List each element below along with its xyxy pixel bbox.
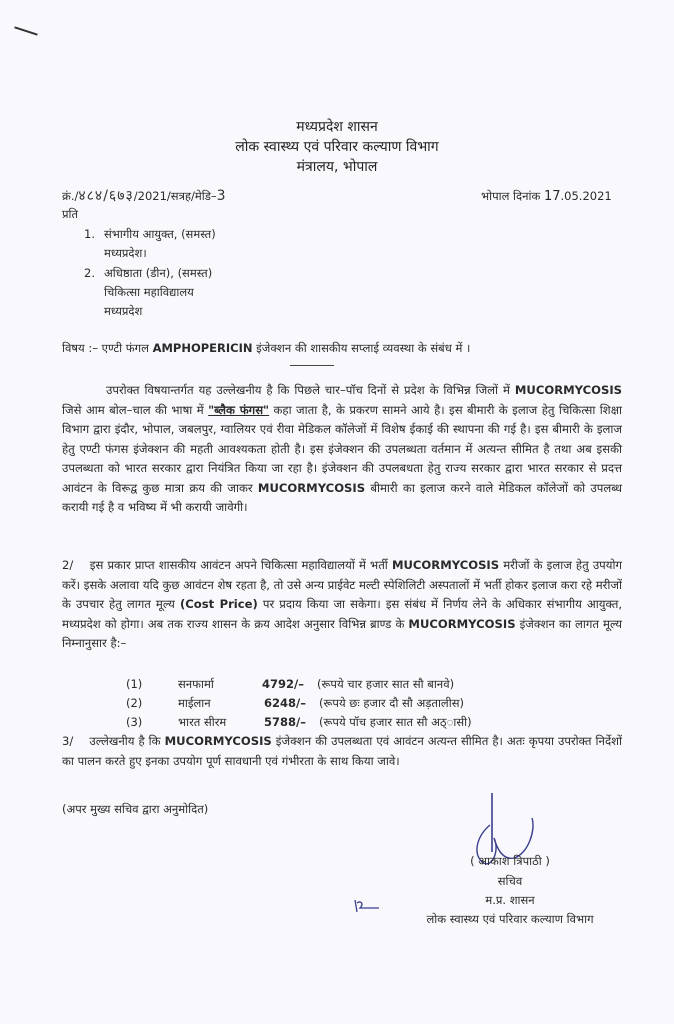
header-government: मध्यप्रदेश शासन xyxy=(296,119,378,135)
recipient-2-line2: चिकित्सा महाविद्यालय xyxy=(104,285,194,299)
subject-line xyxy=(62,341,470,356)
price-index: (2) xyxy=(126,696,143,710)
para2-text-a: इस प्रकार प्राप्त शासकीय आवंटन अपने चिकित्सा महाविद्यालयों में भर्ती xyxy=(89,558,388,572)
subject-part1: एण्टी फंगल xyxy=(101,341,149,355)
para1-black-fungus: "ब्लैक फंगस" xyxy=(208,402,270,417)
para2-cost-price: (Cost Price) xyxy=(179,597,258,611)
header-department: लोक स्वास्थ्य एवं परिवार कल्याण विभाग xyxy=(235,139,439,155)
para3-text-b: इंजेक्शन की उपलब्धता एवं आवंटन अत्यन्त सीमित है। अतः कृपया उपरोक्त निर्देशों का पालन करते हुए इनका उपयोग पूर्ण सावधानी एवं गंभीरता के साथ किया जावे। xyxy=(62,734,623,768)
price-words: (रूपये छः हजार दौ सौ अड़तालीस) xyxy=(319,696,464,710)
para1-disease-2: MUCORMYCOSIS xyxy=(257,480,366,495)
price-amount: 5788/– xyxy=(264,715,306,729)
para1-text-b: जिसे आम बोल–चाल की भाषा में xyxy=(62,402,204,417)
para2-disease-2: MUCORMYCOSIS xyxy=(408,616,516,631)
para3-disease: MUCORMYCOSIS xyxy=(164,734,272,748)
reference-number xyxy=(62,186,227,206)
para2-text-c: पर प्रदाय किया जा सकेगा। इस संबंध में निर्णय लेने के अधिकार संभागीय आयुक्त, मध्यप्रदेश को होगा। अब तक राज्य शासन के क्रय आदेश अनुसार विभिन्न ब्राण्ड के xyxy=(62,597,623,631)
para2-text-b: मरीजों के इलाज हेतु उपयोग करें। इसके अलावा यदि कुछ आवंटन शेष रहता है, तो उसे अन्य प्राईवेट मल्टी स्पेशिलिटी अस्पतालों में भर्ती होकर इलाज करा रहे मरीजों के उपचार हेतु लागत मूल्य xyxy=(62,558,623,611)
paragraph-1 xyxy=(62,381,622,518)
subject-underline xyxy=(290,365,334,366)
price-row-2 xyxy=(0,695,674,711)
recipient-2-line1: अधिष्ठाता (डीन), (समस्त) xyxy=(104,266,213,280)
pen-mark xyxy=(14,26,37,35)
price-brand: भारत सीरम xyxy=(178,715,227,729)
recipient-1-line1: संभागीय आयुक्त, (समस्त) xyxy=(104,227,216,241)
date-rest: .05.2021 xyxy=(560,189,612,203)
price-row-1 xyxy=(0,676,674,692)
recipient-2-number: 2. xyxy=(84,266,95,280)
subject-drug: AMPHOPERICIN xyxy=(152,341,253,355)
para1-text-c: कहा जाता है, के प्रकरण सामने आये है। इस बीमारी के इलाज हेतु चिकित्सा शिक्षा विभाग द्वारा इंदौर, भोपाल, जबलपुर, ग्वालियर एवं रीवा मेडिकल कॉलेजों में विशेष ईकाई की स्थापना की गई है। इस बीमारी के इलाज हेतु एण्टी फंगस इंजेक्शन की महती आवश्यकता होती है। इस इंजेक्शन की उपलब्धता वर्तमान में अत्यन्त सीमित है तथा अब इसकी उपलब्धता को भारत सरकार द्वारा नियंत्रित किया जा रहा है। इंजेक्शन की उपलबधता हेतु राज्य सरकार द्वारा भारत सरकार से प्रदत्त आवंटन के विरूद्व कुछ मात्रा क्रय की जाकर xyxy=(62,402,623,495)
price-index: (3) xyxy=(126,715,143,729)
signatory-designation: सचिव xyxy=(497,874,523,888)
para3-text-a: उल्लेखनीय है कि xyxy=(89,734,161,748)
reference-prefix: क्रं./ xyxy=(62,189,79,203)
para2-disease: MUCORMYCOSIS xyxy=(391,558,500,572)
price-brand: माईलान xyxy=(178,696,211,710)
price-amount: 6248/– xyxy=(264,696,306,710)
para1-text-a: उपरोक्त विषयान्तर्गत यह उल्लेखनीय है कि पिछले चार–पॉच दिनों से प्रदेश के विभिन्न जिलों में xyxy=(106,383,510,397)
signatory-govt: म.प्र. शासन xyxy=(485,893,535,907)
approval-note: (अपर मुख्य सचिव द्वारा अनुमोदित) xyxy=(62,802,209,816)
subject-label: विषय :– xyxy=(62,341,98,355)
handwritten-initial xyxy=(352,898,382,916)
date-label: भोपाल दिनांक xyxy=(481,189,541,203)
recipient-1-line2: मध्यप्रदेश। xyxy=(104,246,147,260)
recipient-2-line3: मध्यप्रदेश xyxy=(104,304,143,318)
date-handwritten-day: 17 xyxy=(543,189,561,204)
para2-text-d: इंजेक्शन का लागत मूल्य निम्नानुसार है:– xyxy=(62,616,623,650)
signatory-name: ( आकाश त्रिपाठी ) xyxy=(470,854,550,868)
reference-handwritten-section: 3 xyxy=(216,188,227,204)
recipient-1-number: 1. xyxy=(84,227,95,241)
price-amount: 4792/– xyxy=(262,677,304,691)
para2-number: 2/ xyxy=(62,558,74,572)
price-brand: सनफार्मा xyxy=(178,677,214,691)
letter-date xyxy=(481,186,612,207)
para1-text-d: बीमारी का इलाज करने वाले मेडिकल कॉलेजों को उपलब्ध करायी गई है व भविष्य में भी करायी जावेगी। xyxy=(62,480,623,514)
para1-disease: MUCORMYCOSIS xyxy=(514,383,623,397)
reference-suffix: /2021/सत्रह/मेडि– xyxy=(133,189,217,203)
reference-handwritten-number: ४८४/६७३ xyxy=(78,188,134,204)
price-words: (रूपये पॉच हजार सात सौ अठ्ासी) xyxy=(319,715,472,729)
price-index: (1) xyxy=(126,677,143,691)
header-ministry: मंत्रालय, भोपाल xyxy=(296,159,378,175)
price-row-3 xyxy=(0,714,674,730)
price-words: (रूपये चार हजार सात सौ बानवे) xyxy=(317,677,455,691)
paragraph-2 xyxy=(62,556,622,654)
paragraph-3 xyxy=(62,732,622,771)
subject-part2: इंजेक्शन की शासकीय सप्लाई व्यवस्था के संबंध में । xyxy=(256,341,471,355)
para3-number: 3/ xyxy=(62,734,74,748)
prati-label: प्रति xyxy=(62,207,79,221)
signatory-department: लोक स्वास्थ्य एवं परिवार कल्याण विभाग xyxy=(426,912,594,926)
